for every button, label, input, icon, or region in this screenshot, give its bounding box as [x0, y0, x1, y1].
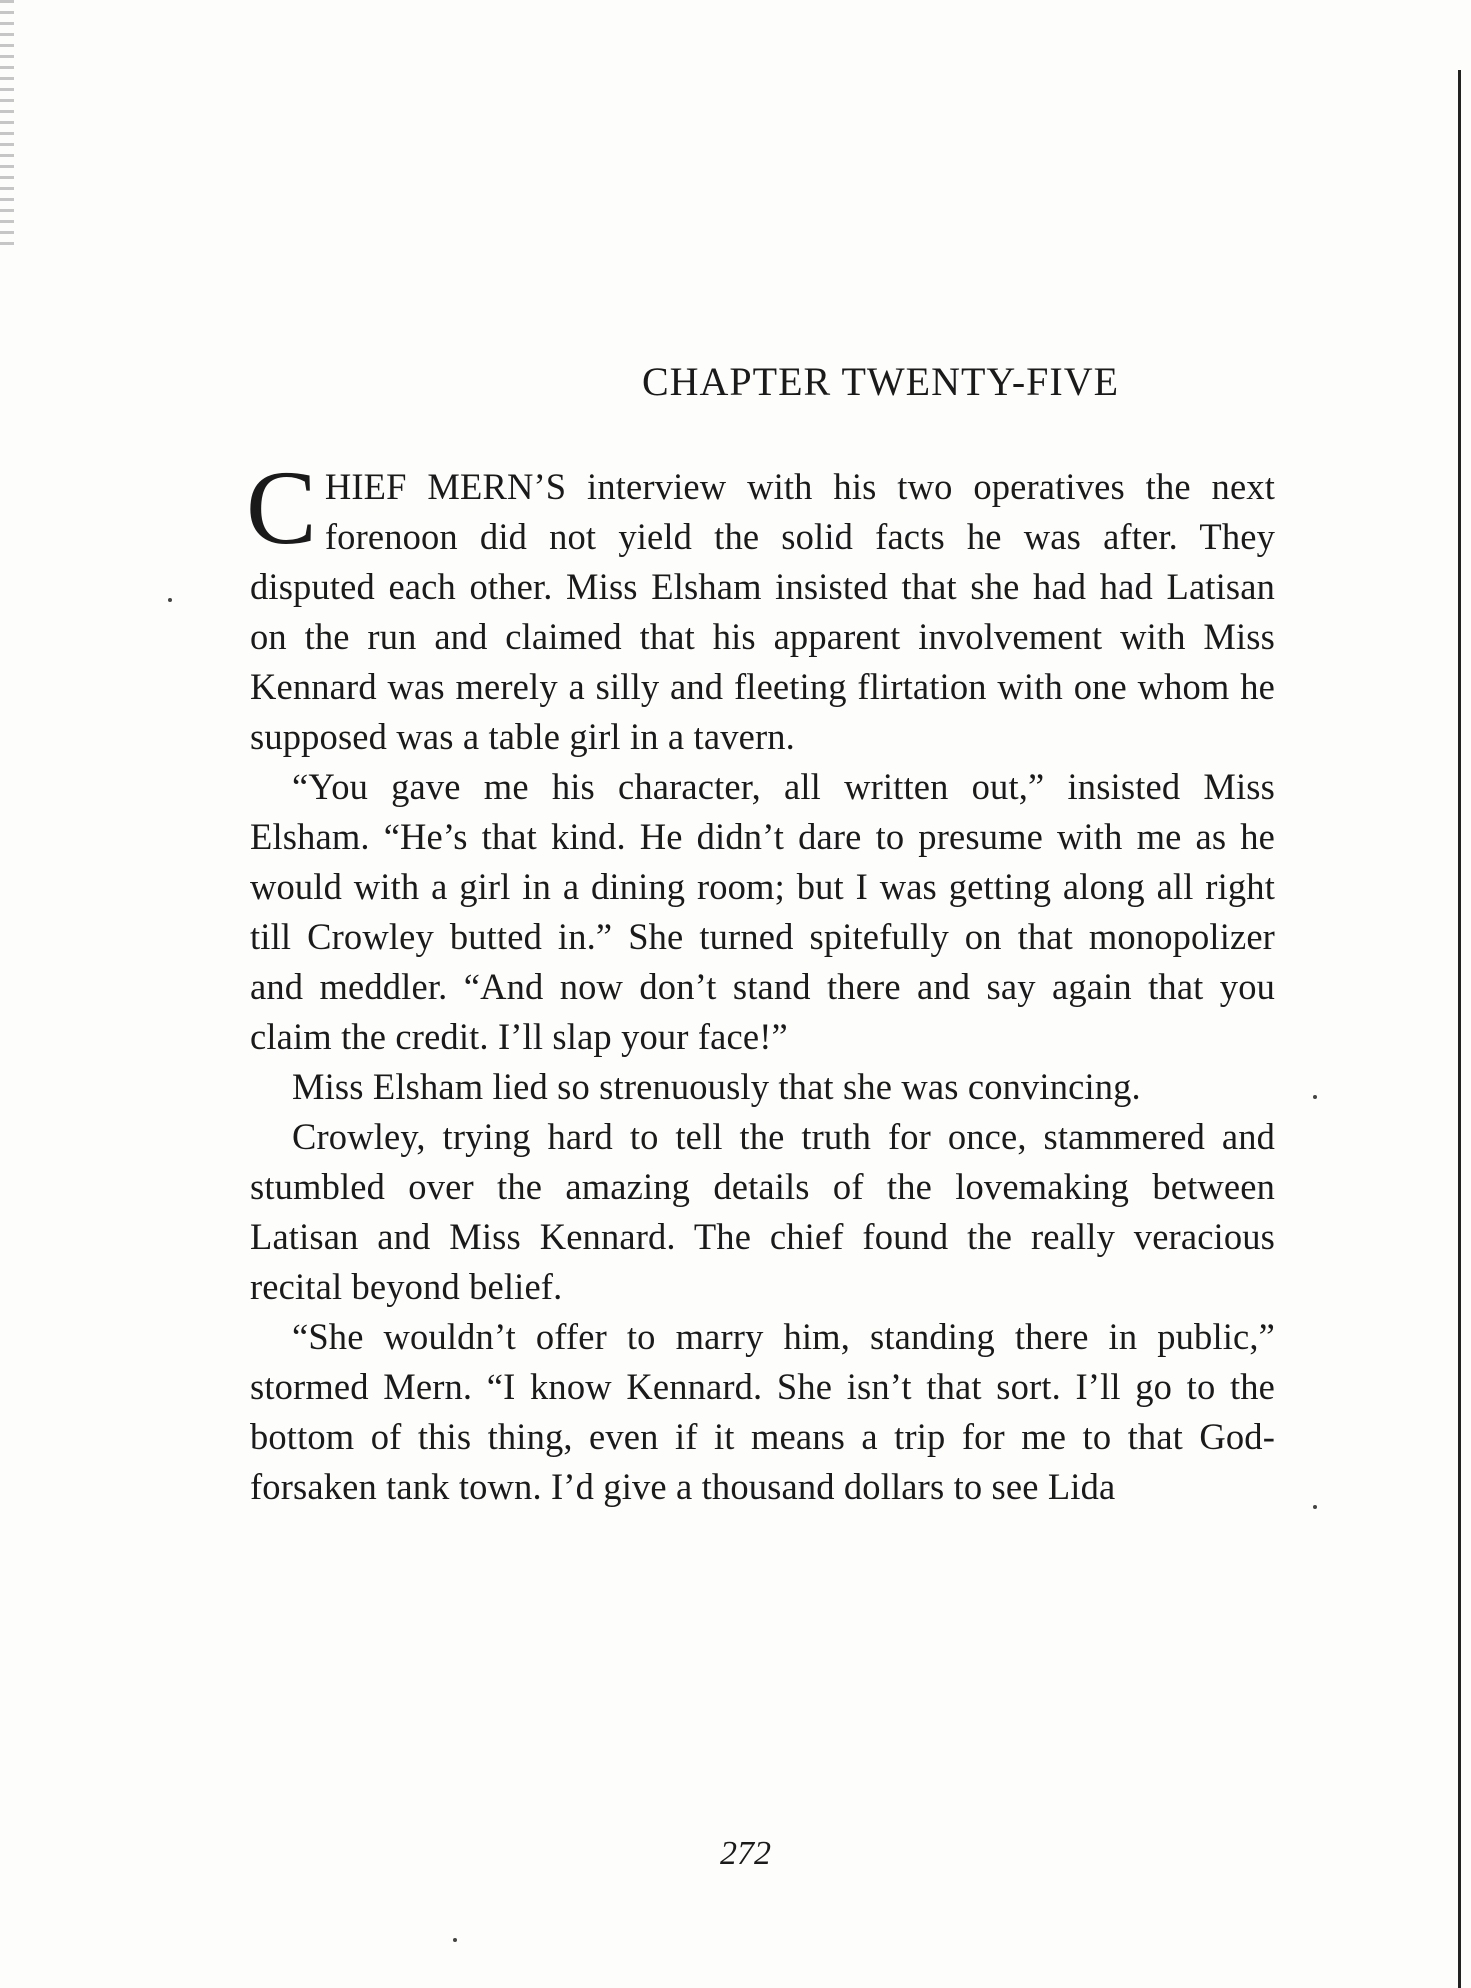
paragraph-1: [246, 449, 1275, 762]
paragraph-4: Crowley, trying hard to tell the truth for once, stammered and stumbled over the amazing details of the lovemaking between Latisan and Miss Kennard. The chief found the really veracious recital beyond belief.: [250, 1116, 1275, 1307]
paragraph-3: Miss Elsham lied so strenuously that she was convincing.: [292, 1066, 1141, 1107]
scan-edge-marks: [0, 0, 14, 250]
page-number: 272: [720, 1835, 771, 1872]
drop-cap: C: [246, 449, 317, 566]
paragraph-5: “She wouldn’t offer to marry him, standing there in public,” stormed Mern. “I know Kennard. She isn’t that sort. I’ll go to the bottom of this thing, even if it means a trip for me to that God-forsaken tank town. I’d give a thousand dollars to see Lida: [250, 1316, 1275, 1507]
scan-speck: [1313, 1505, 1317, 1509]
scan-speck: [1313, 1095, 1317, 1099]
paragraph-2: “You gave me his character, all written out,” insisted Miss Elsham. “He’s that kind. He didn’t dare to presume with me as he would with a girl in a dining room; but I was getting along all right till Crowley butted in.” She turned spitefully on that monopolizer and meddler. “And now don’t stand there and say again that you claim the credit. I’ll slap your face!”: [250, 766, 1275, 1057]
chapter-heading: CHAPTER TWENTY-FIVE: [641, 359, 1120, 404]
scan-speck: [453, 1938, 457, 1942]
chapter-body: [246, 449, 1275, 1512]
scan-speck: [168, 598, 172, 602]
paragraph-1-text: HIEF MERN’S interview with his two operatives the next forenoon did not yield the solid facts he was after. They disputed each other. Miss Elsham insisted that she had had Latisan on the run and claimed that his apparent involvement with Miss Kennard was merely a silly and fleeting flirtation with one whom he supposed was a table girl in a tavern.: [250, 466, 1275, 757]
